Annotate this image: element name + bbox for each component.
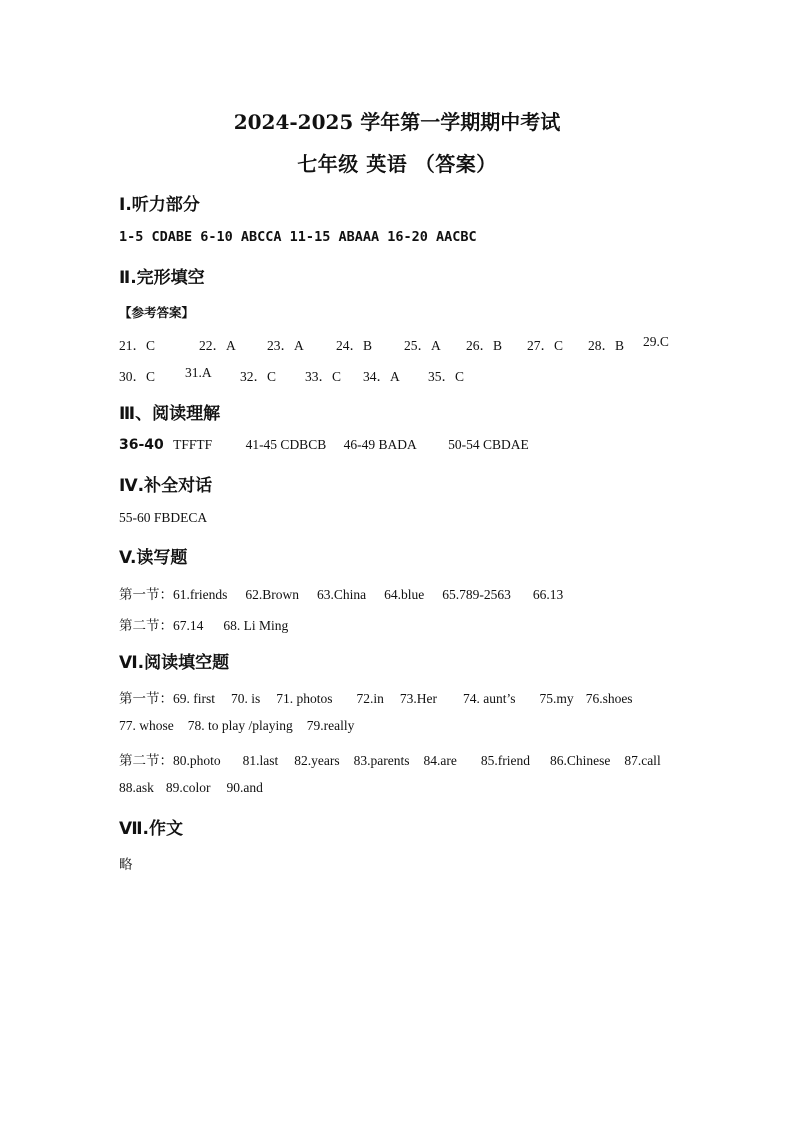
- answer-item: 69. first: [173, 691, 215, 706]
- answer-item: 86.Chinese: [549, 753, 611, 768]
- answer-item: 77. whose: [119, 718, 174, 733]
- cloze-answer: 23．A: [267, 338, 304, 353]
- section-6-line-4: [119, 780, 263, 796]
- answer-item: 81.last: [242, 753, 279, 768]
- page-title: 2024-2025 学年第一学期期中考试: [233, 110, 561, 134]
- answer-item: 80.photo: [173, 753, 221, 768]
- answer-item: 83.parents: [353, 753, 410, 768]
- section-4-answers: 55-60 FBDECA: [119, 510, 208, 525]
- section-6-line-2: [119, 718, 354, 734]
- answer-item: 61.friends: [173, 587, 228, 602]
- answer-item: 76.shoes: [585, 691, 633, 706]
- page-subtitle: 七年级 英语 （答案）: [297, 152, 497, 176]
- answer-item: 88.ask: [119, 780, 154, 795]
- part-label: 第二节：: [119, 618, 173, 633]
- cloze-answer: 27．C: [527, 338, 564, 353]
- answer-item: 79.really: [306, 718, 355, 733]
- answer-item: 70. is: [231, 691, 261, 706]
- reading-range-prefix: 36-40: [119, 437, 164, 453]
- cloze-answer: 33．C: [305, 369, 342, 384]
- answer-item: 78. to play /playing: [187, 718, 293, 733]
- answer-item: 72.in: [356, 691, 384, 706]
- cloze-answer: 29.C: [643, 334, 669, 349]
- answer-item: 63.China: [317, 587, 367, 602]
- section-6-line-3: [119, 749, 661, 769]
- reading-answer: TFFTF: [173, 437, 213, 452]
- section-6-line-1: [119, 687, 633, 707]
- section-3-answers: [119, 437, 529, 453]
- cloze-answer: 32．C: [240, 369, 277, 384]
- answer-item: 74. aunt’s: [463, 691, 516, 706]
- answer-item: 87.call: [624, 753, 661, 768]
- answer-item: 89.color: [165, 780, 211, 795]
- reading-answer: 46-49 BADA: [343, 437, 417, 452]
- cloze-answer: 21．C: [119, 338, 156, 353]
- section-1-heading: Ⅰ.听力部分: [119, 195, 200, 215]
- answer-item: 85.friend: [480, 753, 530, 768]
- section-3-heading: Ⅲ、阅读理解: [119, 404, 221, 424]
- section-2-heading: Ⅱ.完形填空: [119, 268, 205, 288]
- part-label: 第一节：: [119, 691, 173, 706]
- answer-item: 75.my: [539, 691, 574, 706]
- part-label: 第一节：: [119, 587, 173, 602]
- section-5-line-2: [119, 614, 288, 634]
- reading-answer: 50-54 CBDAE: [448, 437, 529, 452]
- section-5-line-1: [119, 583, 563, 603]
- cloze-answer: 22．A: [199, 338, 236, 353]
- cloze-answer: 30．C: [119, 369, 156, 384]
- section-1-answers: 1-5 CDABE 6-10 ABCCA 11-15 ABAAA 16-20 AACBC: [119, 229, 477, 245]
- answer-item: 66.13: [532, 587, 564, 602]
- cloze-answer: 26．B: [466, 338, 503, 353]
- reference-answer-label: 【参考答案】: [119, 305, 195, 320]
- cloze-answer: 31.A: [185, 365, 212, 380]
- section-6-heading: Ⅵ.阅读填空题: [119, 653, 230, 673]
- cloze-answer: 34．A: [363, 369, 400, 384]
- answer-item: 82.years: [294, 753, 340, 768]
- section-5-heading: V.读写题: [119, 548, 188, 568]
- answer-item: 65.789-2563: [442, 587, 511, 602]
- answer-item: 64.blue: [384, 587, 425, 602]
- cloze-answer: 35．C: [428, 369, 465, 384]
- section-4-heading: Ⅳ.补全对话: [119, 476, 213, 496]
- answer-item: 84.are: [423, 753, 457, 768]
- answer-item: 90.and: [226, 780, 263, 795]
- reading-answer: 41-45 CDBCB: [245, 437, 327, 452]
- answer-item: 73.Her: [399, 691, 438, 706]
- part-label: 第二节：: [119, 753, 173, 768]
- answer-item: 68. Li Ming: [223, 618, 289, 633]
- essay-omitted-note: 略: [119, 857, 133, 872]
- answer-item: 71. photos: [276, 691, 333, 706]
- answer-item: 67.14: [173, 618, 204, 633]
- cloze-answer: 25．A: [404, 338, 441, 353]
- answer-item: 62.Brown: [245, 587, 299, 602]
- section-7-heading: Ⅶ.作文: [119, 819, 184, 839]
- cloze-answer: 24．B: [336, 338, 373, 353]
- cloze-answer: 28．B: [588, 338, 625, 353]
